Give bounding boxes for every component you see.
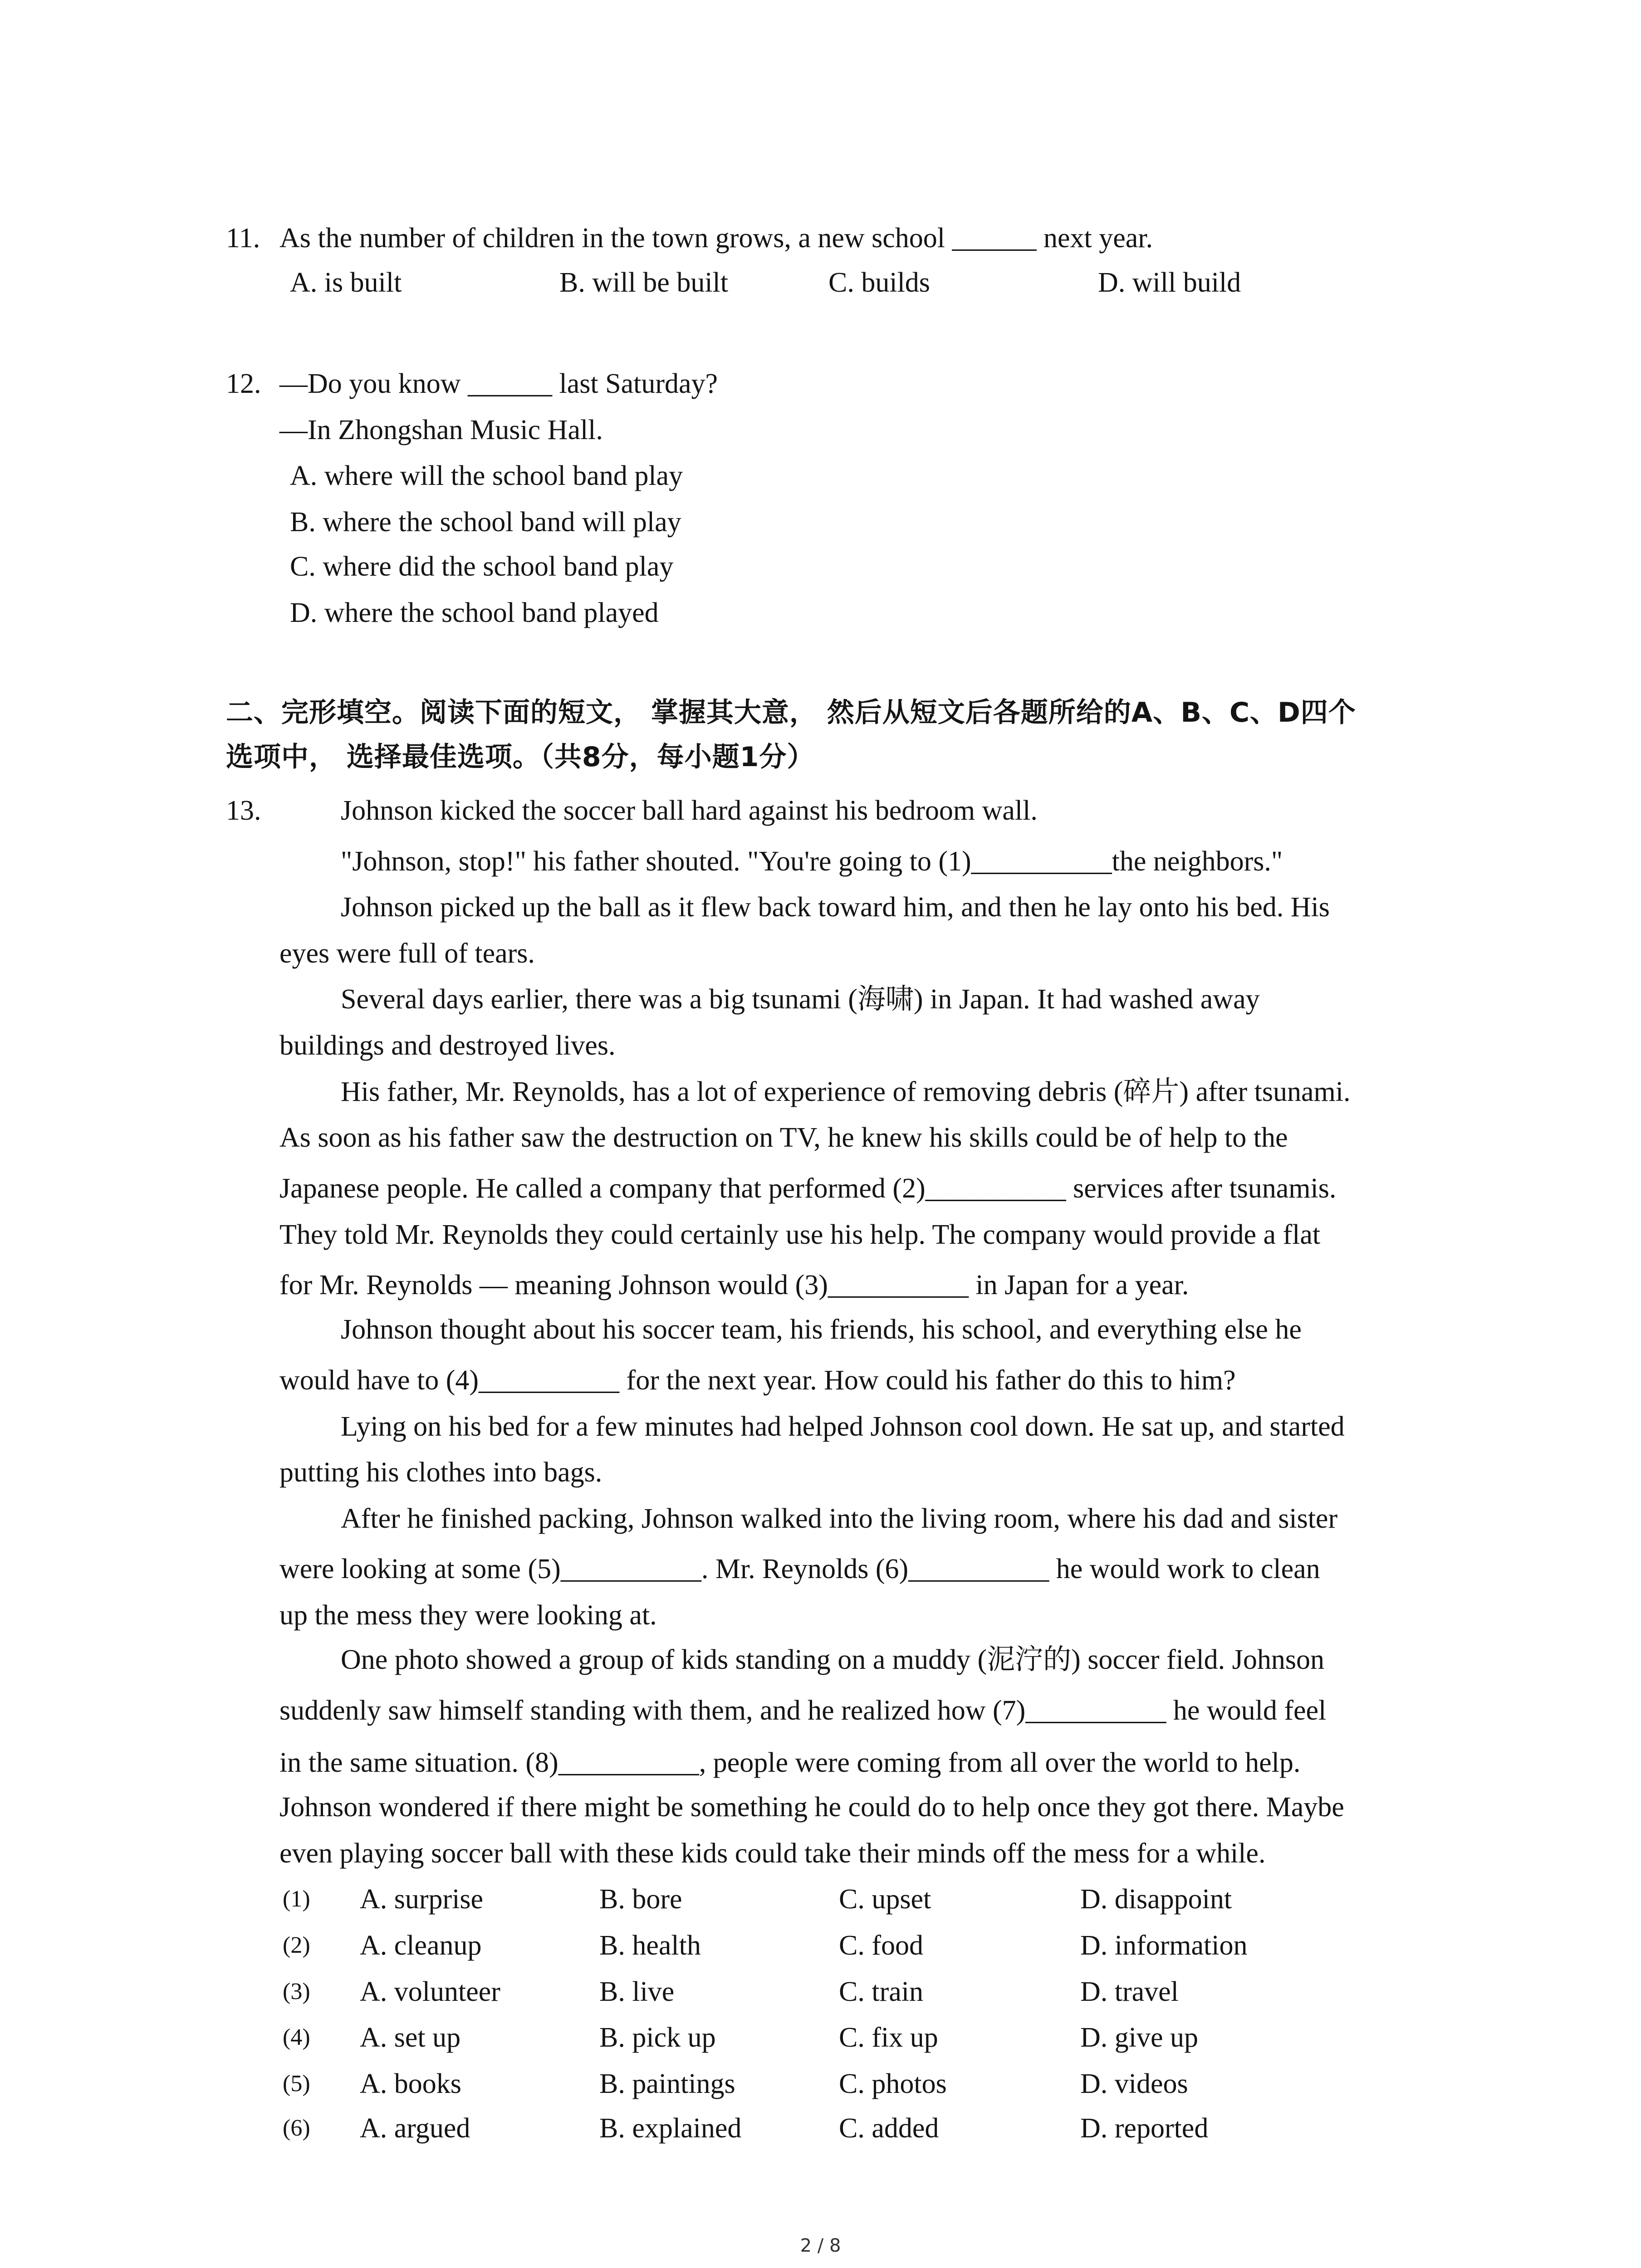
question-stem: —Do you know ______ last Saturday? <box>279 368 718 399</box>
option-d: D. travel <box>1080 1976 1179 2007</box>
option-c: C. fix up <box>839 2022 938 2053</box>
passage-line: Several days earlier, there was a big tsunami (海啸) in Japan. It had washed away <box>341 984 1260 1015</box>
dialogue-reply: —In Zhongshan Music Hall. <box>279 415 603 445</box>
option-c: C. added <box>839 2113 939 2144</box>
option-a: A. surprise <box>360 1884 484 1915</box>
option-a: A. cleanup <box>360 1930 482 1961</box>
passage-line: for Mr. Reynolds — meaning Johnson would (3)__________ in Japan for a year. <box>279 1270 1189 1300</box>
passage-line: putting his clothes into bags. <box>279 1457 603 1488</box>
option-a: A. is built <box>290 267 402 298</box>
choice-row-label: (4) <box>283 2024 310 2050</box>
option-d: D. give up <box>1080 2022 1199 2053</box>
passage-line: Japanese people. He called a company that performed (2)__________ services after tsunamis. <box>279 1173 1337 1204</box>
option-b: B. bore <box>599 1884 682 1915</box>
question-number: 13. <box>226 795 261 826</box>
section-heading-line: 二、完形填空。阅读下面的短文， 掌握其大意， 然后从短文后各题所给的A、B、C、D四个 <box>226 697 1356 728</box>
option-c: C. photos <box>839 2068 947 2099</box>
passage-line: "Johnson, stop!" his father shouted. "You're going to (1)__________the neighbors." <box>341 846 1283 877</box>
option-a: A. set up <box>360 2022 461 2053</box>
option-c: C. food <box>839 1930 923 1961</box>
option-b: B. pick up <box>599 2022 716 2053</box>
option-c: C. upset <box>839 1884 931 1915</box>
choice-row-label: (1) <box>283 1886 310 1912</box>
option-a: A. books <box>360 2068 461 2099</box>
option-d: D. information <box>1080 1930 1248 1961</box>
passage-line: suddenly saw himself standing with them, and he realized how (7)__________ he would feel <box>279 1695 1327 1726</box>
passage-line: Johnson kicked the soccer ball hard against his bedroom wall. <box>341 795 1038 826</box>
section-heading-line: 选项中， 选择最佳选项。（共8分，每小题1分） <box>226 741 815 773</box>
option-a: A. argued <box>360 2113 470 2144</box>
choice-row-label: (2) <box>283 1932 310 1958</box>
option-d: D. disappoint <box>1080 1884 1232 1915</box>
option-c: C. where did the school band play <box>290 551 674 582</box>
passage-line: Johnson picked up the ball as it flew back toward him, and then he lay onto his bed. His <box>341 892 1330 923</box>
option-c: C. train <box>839 1976 923 2007</box>
choice-row-label: (5) <box>283 2071 310 2097</box>
passage-line: even playing soccer ball with these kids could take their minds off the mess for a while. <box>279 1838 1266 1869</box>
option-c: C. builds <box>828 267 930 298</box>
passage-line: buildings and destroyed lives. <box>279 1030 616 1061</box>
passage-line: Johnson thought about his soccer team, his friends, his school, and everything else he <box>341 1314 1302 1345</box>
passage-line: Lying on his bed for a few minutes had helped Johnson cool down. He sat up, and started <box>341 1411 1345 1442</box>
passage-line: As soon as his father saw the destruction on TV, he knew his skills could be of help to the <box>279 1122 1288 1153</box>
passage-line: were looking at some (5)__________. Mr. Reynolds (6)__________ he would work to clean <box>279 1554 1320 1584</box>
option-d: D. videos <box>1080 2068 1188 2099</box>
option-b: B. where the school band will play <box>290 507 681 538</box>
option-a: A. where will the school band play <box>290 460 683 491</box>
passage-line: in the same situation. (8)__________, people were coming from all over the world to help. <box>279 1747 1301 1778</box>
choice-row-label: (3) <box>283 1979 310 2004</box>
option-b: B. live <box>599 1976 675 2007</box>
passage-line: eyes were full of tears. <box>279 938 535 969</box>
passage-line: Johnson wondered if there might be something he could do to help once they got there. Maybe <box>279 1792 1344 1823</box>
option-b: B. paintings <box>599 2068 735 2099</box>
passage-line: up the mess they were looking at. <box>279 1600 657 1631</box>
question-number: 11. <box>226 223 260 254</box>
option-b: B. health <box>599 1930 701 1961</box>
page-number: 2 / 8 <box>800 2235 841 2256</box>
choice-row-label: (6) <box>283 2115 310 2141</box>
option-d: D. reported <box>1080 2113 1209 2144</box>
option-a: A. volunteer <box>360 1976 500 2007</box>
option-d: D. where the school band played <box>290 597 659 628</box>
passage-line: would have to (4)__________ for the next year. How could his father do this to him? <box>279 1365 1236 1396</box>
option-d: D. will build <box>1098 267 1241 298</box>
question-number: 12. <box>226 368 261 399</box>
passage-line: His father, Mr. Reynolds, has a lot of experience of removing debris (碎片) after tsunami. <box>341 1076 1351 1107</box>
option-b: B. will be built <box>559 267 728 298</box>
passage-line: After he finished packing, Johnson walked into the living room, where his dad and sister <box>341 1503 1338 1534</box>
passage-line: They told Mr. Reynolds they could certainly use his help. The company would provide a flat <box>279 1219 1321 1250</box>
option-b: B. explained <box>599 2113 742 2144</box>
passage-line: One photo showed a group of kids standing on a muddy (泥泞的) soccer field. Johnson <box>341 1644 1324 1675</box>
question-stem: As the number of children in the town grows, a new school ______ next year. <box>279 223 1153 254</box>
